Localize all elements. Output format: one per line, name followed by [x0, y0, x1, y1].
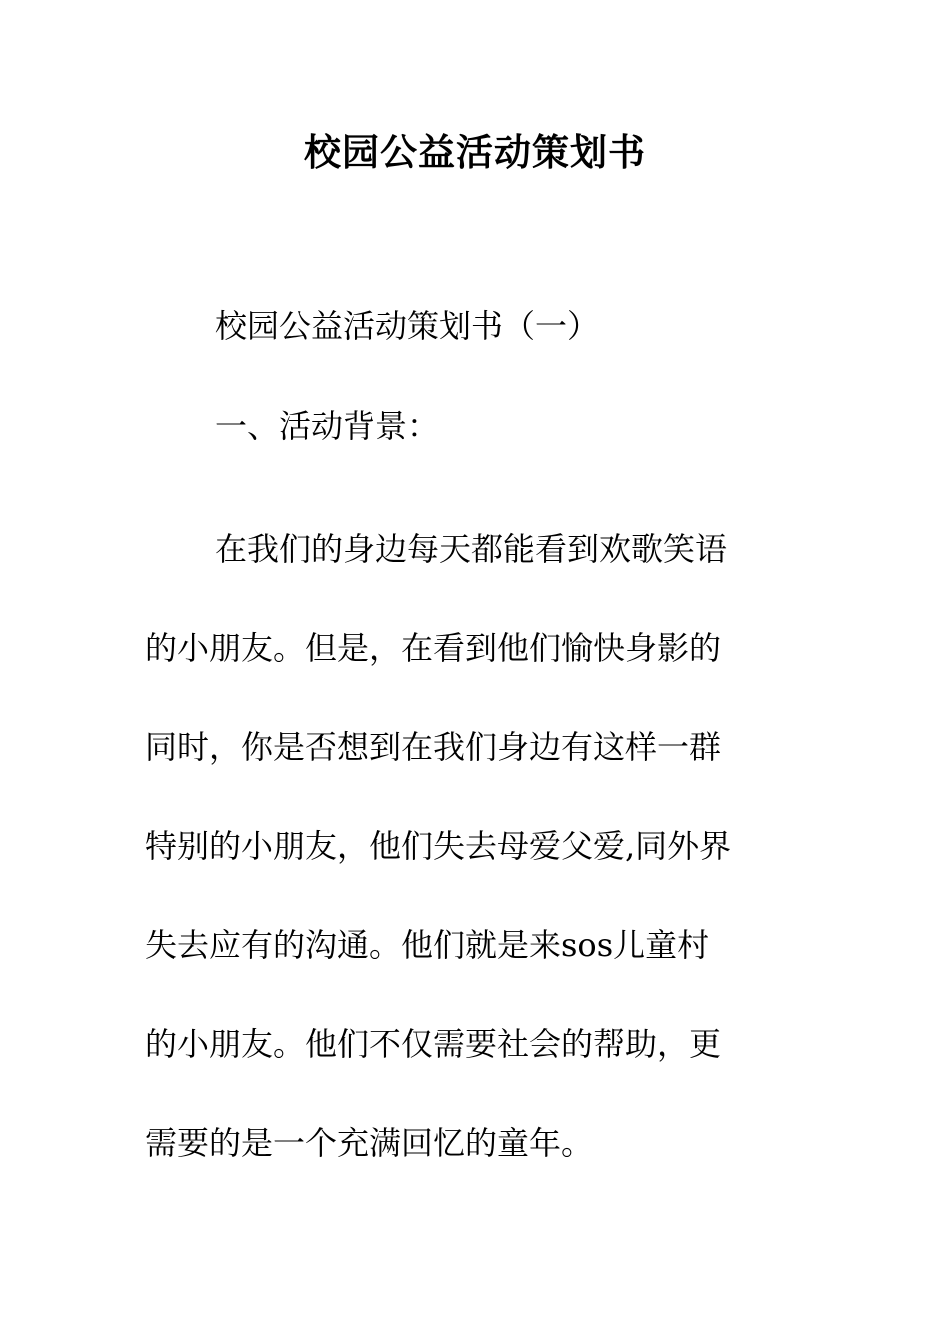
paragraph-line: 在我们的身边每天都能看到欢歌笑语 [215, 530, 728, 568]
section-heading-background: 一、活动背景： [215, 407, 440, 445]
background-paragraph [145, 500, 815, 1193]
document-subtitle: 校园公益活动策划书（一） [215, 307, 600, 345]
paragraph-line: 的小朋友。但是，在看到他们愉快身影的 [145, 629, 722, 667]
paragraph-line: 失去应有的沟通。他们就是来sos儿童村 [145, 926, 710, 964]
paragraph-line: 同时，你是否想到在我们身边有这样一群 [145, 728, 722, 766]
paragraph-line: 特别的小朋友，他们失去母爱父爱,同外界 [145, 827, 732, 865]
document-title: 校园公益活动策划书 [304, 131, 646, 174]
paragraph-line: 需要的是一个充满回忆的童年。 [145, 1124, 594, 1162]
paragraph-line: 的小朋友。他们不仅需要社会的帮助，更 [145, 1025, 722, 1063]
